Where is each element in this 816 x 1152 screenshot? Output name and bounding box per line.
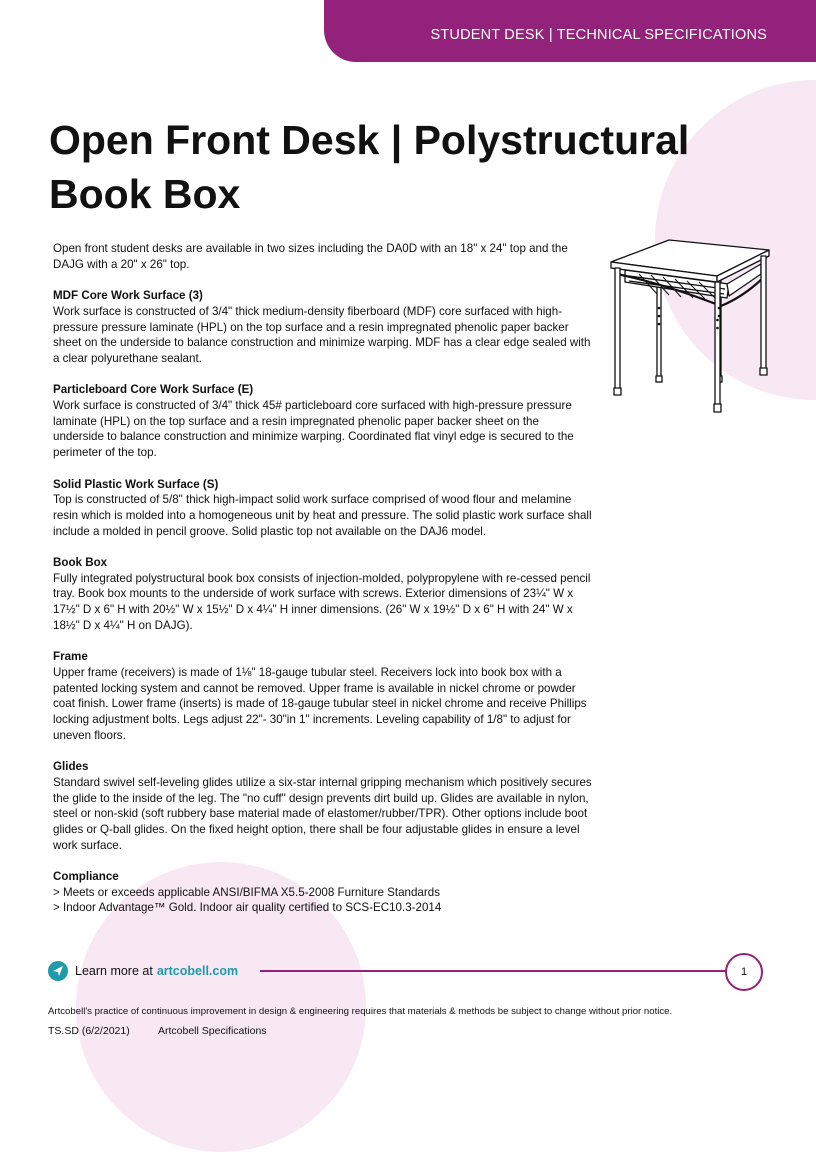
learn-more-label: Learn more at [75,964,153,978]
section-compliance [53,869,593,916]
title-line-2: Book Box [49,171,241,217]
footer-divider [260,970,726,972]
spec-body [53,241,593,932]
compliance-line: > Indoor Advantage™ Gold. Indoor air quality certified to SCS-EC10.3-2014 [53,901,442,915]
section-book-box [53,555,593,634]
intro-paragraph: Open front student desks are available in two sizes including the DA0D with an 18" x 24" top and the DAJG with a 20" x 26" top. [53,242,568,271]
section-heading: MDF Core Work Surface (3) [53,289,203,303]
page-number: 1 [725,953,763,991]
section-frame [53,649,593,743]
section-glides [53,759,593,853]
section-mdf [53,288,593,367]
section-solid-plastic [53,477,593,540]
compliance-line: > Meets or exceeds applicable ANSI/BIFMA X5.5-2008 Furniture Standards [53,885,440,899]
section-text: Standard swivel self-leveling glides utilize a six-star internal gripping mechanism which positively secures the glide to the inside of the leg. The "no cuff" design prevents dirt build up. Glides are available in nylon, steel or non-skid (soft rubbery base material made of elastomer/rubber/TPR). Other options include boot glides or Q-ball glides. On the fixed height option, there shall be four adjustable glides in ensure a level work surface. [53,775,592,852]
learn-more [48,961,238,981]
header-section-label: STUDENT DESK | TECHNICAL SPECIFICATIONS [430,27,767,43]
section-heading: Frame [53,650,88,664]
section-heading: Compliance [53,870,119,884]
section-text: Work surface is constructed of 3/4" thick medium-density fiberboard (MDF) core surfaced with high-pressure pressure laminate (HPL) on the top surface and a resin impregnated phenolic paper backer sheet on the underside to balance construction and minimize warping. MDF has a clear edge sealed with a clear polyurethane sealant. [53,304,591,365]
page-title [49,113,769,221]
section-heading: Book Box [53,556,108,569]
section-particleboard [53,382,593,461]
disclaimer: Artcobell's practice of continuous improvement in design & engineering requires that materials & methods be subject to change without prior notice. [48,1006,673,1017]
section-heading: Particleboard Core Work Surface (E) [53,383,254,397]
desk-illustration [605,236,777,416]
document-label: Artcobell Specifications [158,1025,267,1037]
title-line-1: Open Front Desk | Polystructural [49,117,690,163]
section-text: Fully integrated polystructural book box consists of injection-molded, polypropylene with re-cessed pencil tray. Book box mounts to the underside of work surface with screws. Exterior dimensions of 23¼" W x 17½" D x 6" H with 20½" W x 15½" D x 4¼" H inner dimensions. (26" W x 19½" D x 6" H with 24" W x 18½" D x 4¼" H on DAJG). [53,571,591,632]
section-text: Work surface is constructed of 3/4" thick 45# particleboard core surfaced with high-pressure pressure laminate (HPL) on the top surface and a resin impregnated phenolic paper backer sheet on the underside to balance construction and minimize warping. Coordinated flat vinyl edge is secured to the perimeter of the top. [53,399,574,460]
section-heading: Solid Plastic Work Surface (S) [53,477,219,491]
website-link[interactable]: artcobell.com [156,964,239,978]
section-heading: Glides [53,760,89,774]
section-text: Upper frame (receivers) is made of 1⅛" 18-gauge tubular steel. Receivers lock into book box with a patented locking system and cannot be removed. Upper frame is available in nickel chrome or powder coat finish. Lower frame (inserts) is made of 18-gauge tubular steel in nickel chrome and receive Phillips locking adjustment bolts. Legs adjust 22"- 30"in 1" increments. Leveling capability of 1/8" to adjust for uneven floors. [53,665,587,742]
section-text: Top is constructed of 5/8" thick high-impact solid work surface comprised of wood flour and melamine resin which is molded into a homogeneous unit by heat and pressure. The solid plastic work surface shall include a molded in pencil groove. Solid plastic top not available on the DAJ6 model. [53,493,592,538]
document-code: TS.SD (6/2/2021) [48,1025,130,1037]
send-arrow-icon [48,961,68,981]
header-bar [324,0,816,62]
